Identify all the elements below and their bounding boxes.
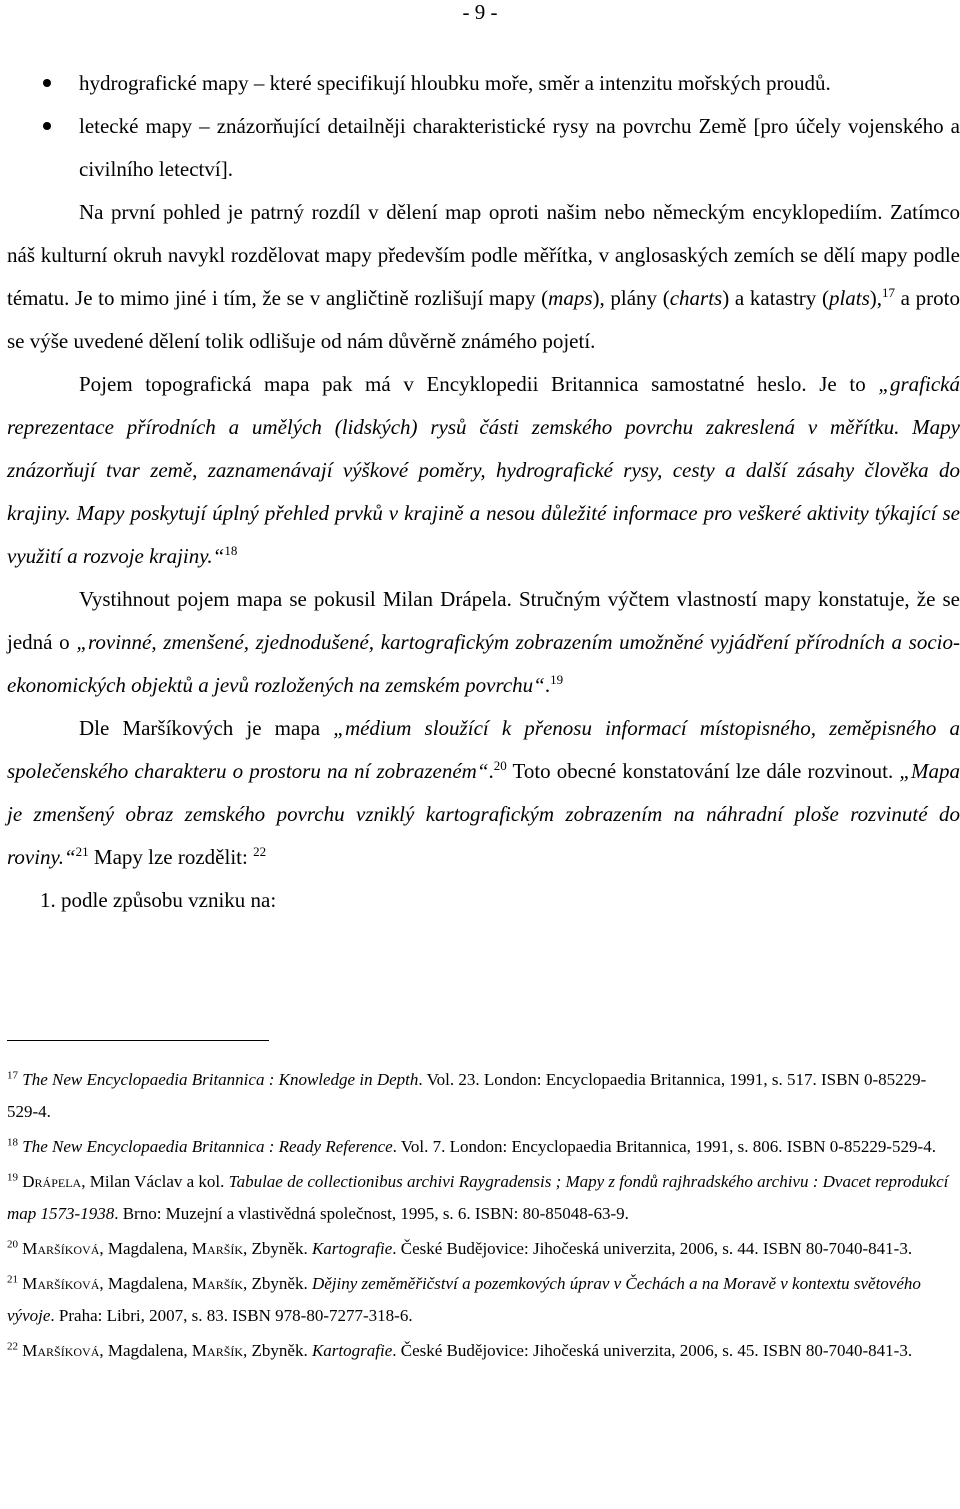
- text: Mapy lze rozdělit:: [88, 845, 248, 869]
- numbered-list-item: 1. podle způsobu vzniku na:: [40, 888, 277, 912]
- footnote-text: , Zbyněk.: [243, 1341, 312, 1360]
- footnote-number: 19: [7, 1171, 18, 1184]
- text: Toto obecné konstatování lze dále rozvinout.: [506, 759, 900, 783]
- text: a proto se výše uvedené dělení tolik odlišuje od nám důvěrně známého pojetí.: [7, 286, 960, 353]
- text: Na první pohled je patrný rozdíl v dělení map oproti našim nebo německým encyklopediím. Zatímco náš kulturní okruh navykl rozdělovat mapy především podle měřítka, v anglosaských zemích se dělí mapy podle tématu. Je to mimo jiné i tím, že se v angličtině rozlišují mapy (: [7, 200, 960, 310]
- quote: „grafická reprezentace přírodních a umělých (lidských) rysů části zemského povrchu zakreslená v měřítku. Mapy znázorňují tvar země, zaznamenávají výškové poměry, hydrografické rysy, cesty a další zásahy člověka do krajiny. Mapy poskytují úplný přehled prvků v krajině a nesou důležité informace pro veškeré aktivity týkající se využití a rozvoje krajiny.“: [7, 372, 960, 568]
- footnote-text: , Magdalena,: [99, 1274, 192, 1293]
- bullet-text: letecké mapy – znázorňující detailněji charakteristické rysy na povrchu Země [pro účely vojenského a civilního letectví].: [79, 114, 960, 181]
- footnote-text: . České Budějovice: Jihočeská univerzita, 2006, s. 44. ISBN 80-7040-841-3.: [392, 1239, 913, 1258]
- paragraph: [7, 191, 960, 363]
- footnote-title: The New Encyclopaedia Britannica : Knowledge in Depth: [22, 1070, 419, 1089]
- text: Vystihnout pojem mapa se pokusil Milan Drápela. Stručným výčtem vlastností mapy konstatuje, že se jedná o: [7, 587, 960, 654]
- footnote-author: Maršík: [191, 1274, 244, 1293]
- footnote: [7, 1335, 957, 1367]
- footnote-author: Maršíková: [22, 1274, 100, 1293]
- text-italic: plats: [828, 286, 870, 310]
- bullet-icon: [43, 79, 51, 87]
- footnote-ref[interactable]: 18: [224, 543, 238, 558]
- footnote-author: Maršík: [191, 1239, 244, 1258]
- footnote: [7, 1064, 957, 1128]
- bullet-item: [7, 105, 960, 191]
- footnote-ref[interactable]: 22: [253, 844, 267, 859]
- body-text: [7, 62, 960, 922]
- text: .: [488, 759, 494, 783]
- footnote-author: Maršíková: [22, 1341, 100, 1360]
- text: ),: [869, 286, 883, 310]
- quote: „médium sloužící k přenosu informací místopisného, zeměpisného a společenského charakteru o prostoru na ní zobrazeném“: [7, 716, 960, 783]
- footnote-author: Drápela: [22, 1172, 82, 1191]
- text: .: [544, 673, 551, 697]
- footnote-title: Kartografie: [311, 1341, 393, 1360]
- footnote-title: The New Encyclopaedia Britannica : Ready Reference: [22, 1137, 393, 1156]
- footnote: [7, 1166, 957, 1230]
- footnote-text: , Zbyněk.: [243, 1239, 312, 1258]
- footnote-ref[interactable]: 19: [550, 672, 564, 687]
- footnote-number: 17: [7, 1069, 18, 1082]
- text-italic: charts: [669, 286, 723, 310]
- footnote-text: . Vol. 23. London: Encyclopaedia Britannica, 1991, s. 517. ISBN 0-85229-529-4.: [7, 1070, 927, 1121]
- footnote-text: . Vol. 7. London: Encyclopaedia Britannica, 1991, s. 806. ISBN 0-85229-529-4.: [392, 1137, 936, 1156]
- footnote-ref[interactable]: 20: [493, 758, 507, 773]
- footnote-author: Maršík: [191, 1341, 244, 1360]
- text: Pojem topografická mapa pak má v Encyklopedii Britannica samostatné heslo. Je to: [79, 372, 879, 396]
- bullet-icon: [43, 122, 51, 130]
- footnote-ref[interactable]: 21: [75, 844, 89, 859]
- bullet-item: [7, 62, 960, 105]
- footnote-separator: [7, 1040, 269, 1041]
- quote: „rovinné, zmenšené, zjednodušené, kartografickým zobrazením umožněné vyjádření přírodních a socio-ekonomických objektů a jevů rozložených na zemském povrchu“: [7, 630, 960, 697]
- footnotes: [7, 1064, 957, 1370]
- text-italic: maps: [548, 286, 593, 310]
- paragraph: [7, 707, 960, 879]
- footnote-ref[interactable]: 17: [882, 285, 896, 300]
- footnote-text: , Magdalena,: [99, 1341, 192, 1360]
- footnote: [7, 1131, 957, 1163]
- footnote-number: 20: [7, 1238, 18, 1251]
- footnote-text: , Magdalena,: [99, 1239, 192, 1258]
- bullet-text: hydrografické mapy – které specifikují hloubku moře, směr a intenzitu mořských proudů.: [79, 71, 831, 95]
- page-number: - 9 -: [462, 0, 498, 24]
- footnote-title: Dějiny zeměměřičství a pozemkových úprav v Čechách a na Moravě v kontextu světového vývoje: [7, 1274, 921, 1325]
- footnote-text: , Milan Václav a kol.: [81, 1172, 229, 1191]
- text: Dle Maršíkových je mapa: [79, 716, 334, 740]
- footnote-title: Tabulae de collectionibus archivi Raygradensis ; Mapy z fondů rajhradského archivu : Dvacet reprodukcí map 1573-1938: [7, 1172, 949, 1223]
- text: ), plány (: [592, 286, 670, 310]
- footnote-number: 22: [7, 1340, 18, 1353]
- footnote-number: 18: [7, 1136, 18, 1149]
- footnote: [7, 1268, 957, 1332]
- footnote-text: . Brno: Muzejní a vlastivědná společnost, 1995, s. 6. ISBN: 80-85048-63-9.: [114, 1204, 629, 1223]
- footnote-author: Maršíková: [22, 1239, 100, 1258]
- footnote-number: 21: [7, 1273, 18, 1286]
- text: ) a katastry (: [722, 286, 829, 310]
- footnote-title: Kartografie: [311, 1239, 393, 1258]
- footnote: [7, 1233, 957, 1265]
- footnote-text: . Praha: Libri, 2007, s. 83. ISBN 978-80-7277-318-6.: [50, 1306, 413, 1325]
- paragraph: [7, 578, 960, 707]
- footnote-text: , Zbyněk.: [243, 1274, 312, 1293]
- footnote-text: . České Budějovice: Jihočeská univerzita, 2006, s. 45. ISBN 80-7040-841-3.: [392, 1341, 913, 1360]
- paragraph: [7, 363, 960, 578]
- quote: „Mapa je zmenšený obraz zemského povrchu vzniklý kartografickým zobrazením na náhradní ploše rozvinuté do roviny.“: [7, 759, 960, 869]
